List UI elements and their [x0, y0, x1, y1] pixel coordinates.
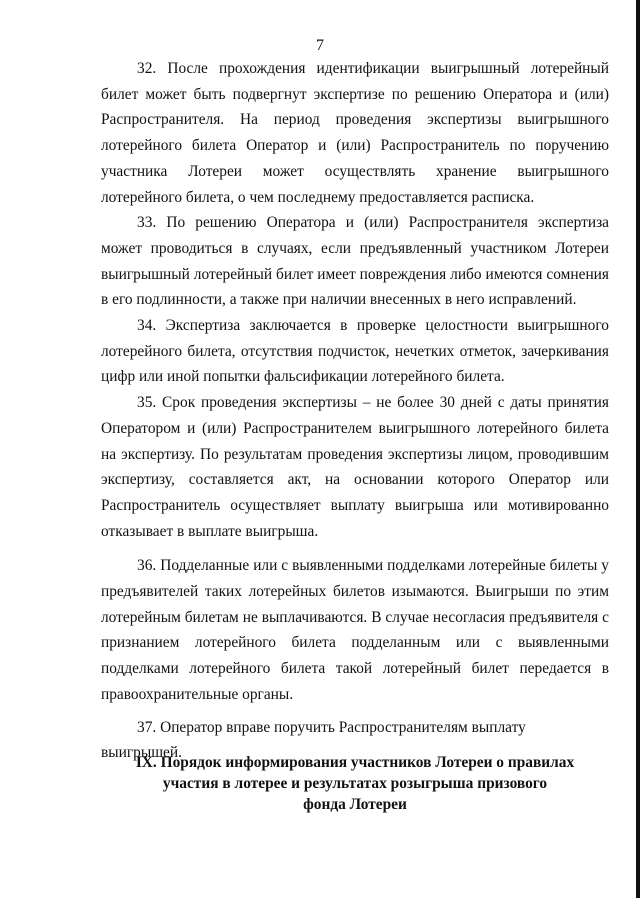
- paragraph-35: 35. Срок проведения экспертизы – не более 30 дней с даты принятия Оператором и (или) Распространителем выигрышного лотерейного билета на экспертизу. По результатам проведения экспертизы лицом, проводившим экспертизу, составляется акт, на основании которого Оператор или Распространитель осуществляет выплату выигрыша или мотивированно отказывает в выплате выигрыша.: [101, 394, 609, 540]
- section-heading-line-1: IX. Порядок информирования участников Лотереи о правилах: [135, 754, 575, 771]
- document-body: [101, 56, 609, 766]
- paragraph-32: 32. После прохождения идентификации выигрышный лотерейный билет может быть подвергнут экспертизе по решению Оператора и (или) Распространителя. На период проведения экспертизы выигрышного лотерейного билета Оператор и (или) Распространитель по поручению участника Лотереи может осуществлять хранение выигрышного лотерейного билета, о чем последнему предоставляется расписка.: [101, 60, 609, 206]
- paragraph-36: 36. Подделанные или с выявленными подделками лотерейные билеты у предъявителей таких лотерейных билетов изымаются. Выигрыши по этим лотерейным билетам не выплачиваются. В случае несогласия предъявителя с признанием лотерейного билета подделанным или с выявленными подделками лотерейного билета такой лотерейный билет передается в правоохранительные органы.: [101, 557, 609, 703]
- paragraph-37: 37. Оператор вправе поручить Распространителям выплату выигрышей.: [101, 718, 526, 762]
- paragraph-34: 34. Экспертиза заключается в проверке целостности выигрышного лотерейного билета, отсутствия подчисток, нечетких отметок, зачеркивания цифр или иной попытки фальсификации лотерейного билета.: [101, 317, 609, 386]
- section-heading-line-2: участия в лотерее и результатах розыгрыша призового: [162, 775, 548, 792]
- scan-edge: [636, 0, 640, 898]
- section-heading: [120, 752, 590, 815]
- page-number: 7: [316, 37, 324, 54]
- section-heading-line-3: фонда Лотереи: [303, 796, 407, 813]
- paragraph-33: 33. По решению Оператора и (или) Распространителя экспертиза может проводиться в случаях, если предъявленный участником Лотереи выигрышный лотерейный билет имеет повреждения либо имеются сомнения в его подлинности, а также при наличии внесенных в него исправлений.: [101, 214, 609, 309]
